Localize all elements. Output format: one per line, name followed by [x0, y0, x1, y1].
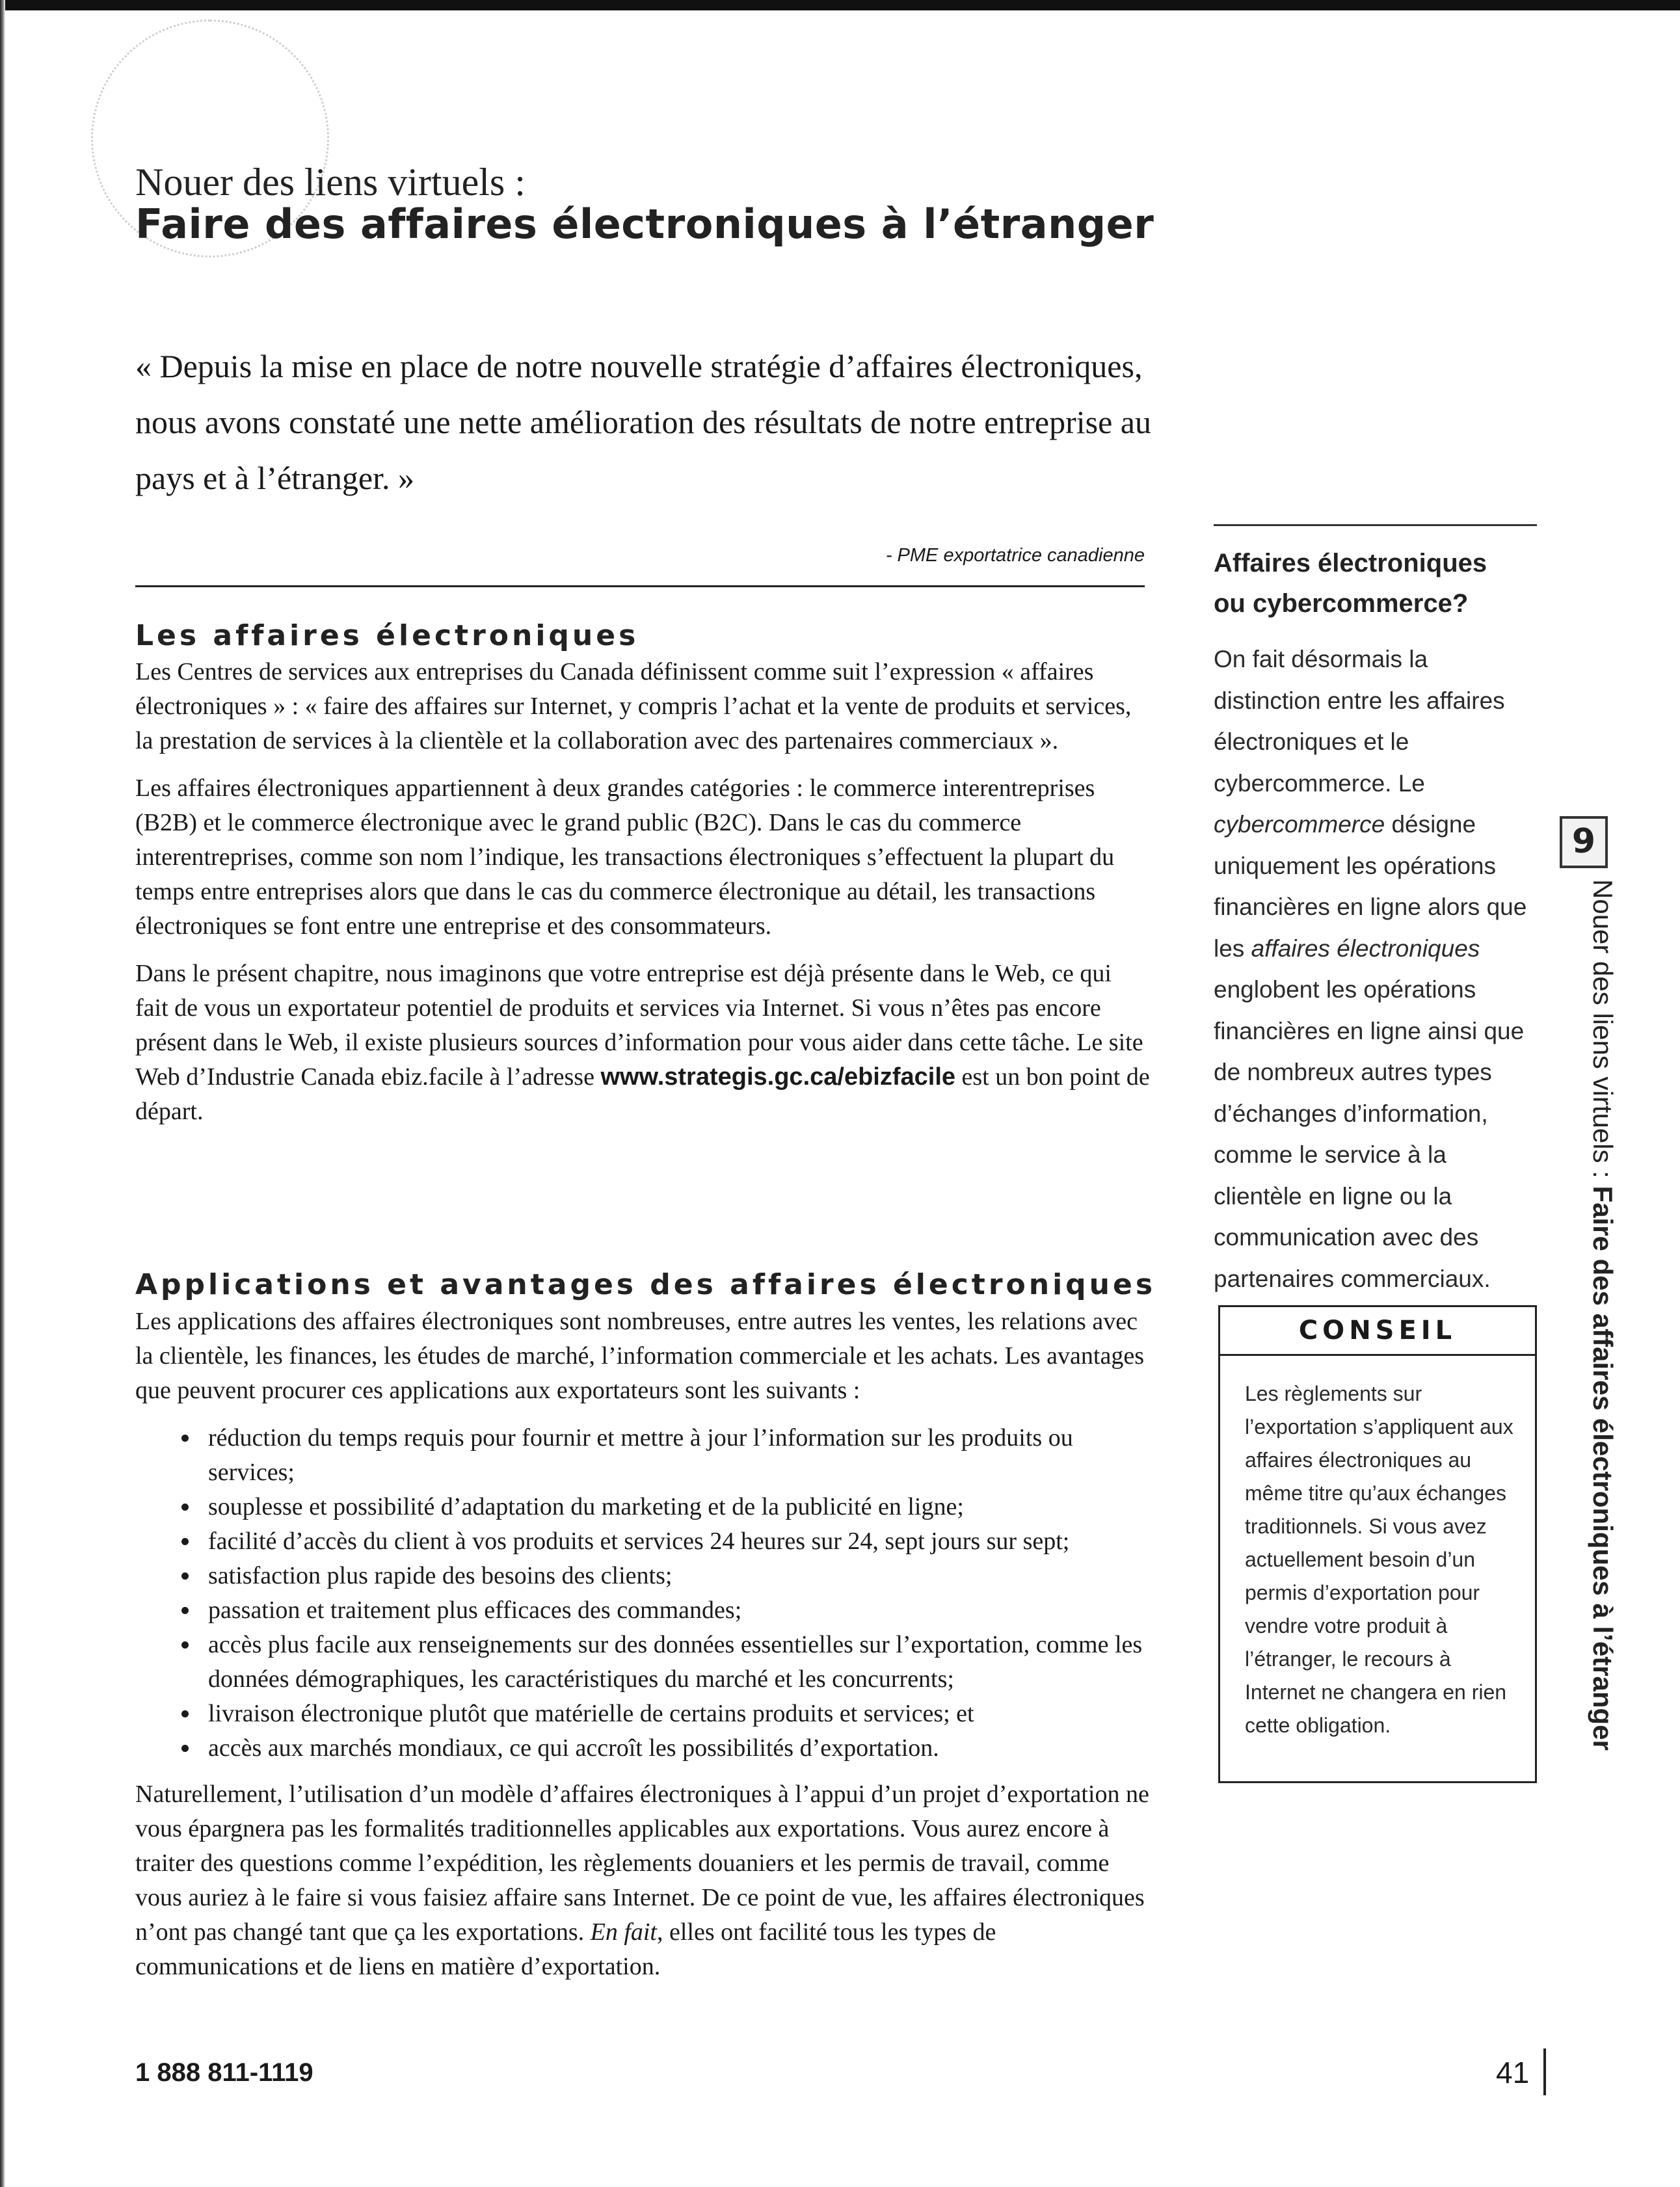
left-scan-edge — [0, 0, 5, 2187]
strategis-link[interactable]: www.strategis.gc.ca/ebizfacile — [600, 1063, 956, 1091]
section-heading-affaires: Les affaires électroniques — [135, 619, 639, 652]
divider — [135, 585, 1145, 587]
page-number-rule — [1543, 2048, 1546, 2095]
page-title-line1: Nouer des liens virtuels : — [135, 161, 526, 204]
paragraph: Les Centres de services aux entreprises du Canada définissent comme suit l’expression « affaires électroniques » : « faire des affaires sur Internet, y compris l’achat et la vente de produits et services, la prestation de services à la clientèle et la collaboration avec des partenaires commerciaux ». — [135, 658, 1132, 754]
paragraph-text: Naturellement, l’utilisation d’un modèle d’affaires électroniques à l’appui d’un projet d’exportation ne vous épargnera pas les formalités traditionnelles applicables aux exportations. Vous aurez encore à traiter des questions comme l’expédition, les règlements douaniers et les permis de travail, comme vous auriez à le faire si vous faisiez affaire sans Internet. De ce point de vue, les affaires électroniques n’ont pas changé tant que ça les exportations. — [135, 1781, 1149, 1946]
page-number: 41 — [1496, 2056, 1530, 2089]
page-title-line2: Faire des affaires électroniques à l’étranger — [135, 200, 1154, 248]
paragraph — [135, 957, 1150, 1129]
chapter-number: 9 — [1571, 822, 1596, 861]
sidebar-text-part: englobent les opérations financières en ligne ainsi que de nombreux autres types d’échanges d’information, comme le service à la clientèle en ligne ou la communication avec des partenaires commerciaux. — [1214, 976, 1525, 1292]
chapter-side-label-bold: Faire des affaires électroniques à l’étranger — [1588, 1186, 1618, 1751]
section-body-applications — [135, 1305, 1150, 1997]
paragraph — [135, 1777, 1150, 1984]
conseil-text: Les règlements sur l’exportation s’appliquent aux affaires électroniques au même titre qu’aux échanges traditionnels. Si vous avez actuellement besoin d’un permis d’exportation pour vendre votre produit à l’étranger, le recours à Internet ne changera en rien cette obligation. — [1245, 1382, 1513, 1737]
sidebar-text-part: désigne uniquement les opérations financières en ligne alors que les — [1214, 811, 1527, 962]
list-item: • satisfaction plus rapide des besoins des clients; — [200, 1559, 1150, 1593]
sidebar-divider — [1214, 524, 1537, 526]
list-item: • accès aux marchés mondiaux, ce qui accroît les possibilités d’exportation. — [200, 1731, 1150, 1766]
list-item: • accès plus facile aux renseignements sur des données essentielles sur l’exportation, comme les données démographiques, les caractéristiques du marché et les concurrents; — [200, 1628, 1150, 1697]
pull-quote: « Depuis la mise en place de notre nouvelle stratégie d’affaires électroniques, nous avons constaté une nette amélioration des résultats de notre entreprise au pays et à l’étranger. » — [135, 348, 1151, 496]
emphasis-text: En fait — [590, 1918, 657, 1946]
paragraph: Les applications des affaires électroniques sont nombreuses, entre autres les ventes, les relations avec la clientèle, les finances, les études de marché, l’information commerciale et les achats. Les avantages que peuvent procurer ces applications aux exportateurs sont les suivants : — [135, 1308, 1144, 1404]
sidebar-emphasis: cybercommerce — [1214, 811, 1385, 838]
chapter-side-label — [1587, 879, 1618, 1751]
quote-attribution: - PME exportatrice canadienne — [885, 545, 1145, 566]
paragraph-text: est un bon point de départ. — [135, 1063, 1150, 1125]
sidebar-emphasis: affaires électroniques — [1251, 934, 1480, 962]
list-item: • passation et traitement plus efficaces des commandes; — [200, 1593, 1150, 1628]
conseil-heading: CONSEIL — [1218, 1305, 1537, 1356]
paragraph-text: Dans le présent chapitre, nous imaginons que votre entreprise est déjà présente dans le Web, ce qui fait de vous un exportateur potentiel de produits et services via Internet. Si vous n’êtes pas encore présent dans le Web, il existe plusieurs sources d’information pour vous aider dans cette tâche. Le site Web d’Industrie Canada ebiz.facile à l’adresse — [135, 960, 1143, 1091]
sidebar-text-part: On fait désormais la distinction entre les affaires électroniques et le cybercommerce. Le — [1214, 646, 1505, 797]
top-scan-edge — [0, 0, 1680, 10]
list-item: • facilité d’accès du client à vos produits et services 24 heures sur 24, sept jours sur sept; — [200, 1524, 1150, 1559]
footer-phone: 1 888 811-1119 — [135, 2058, 313, 2087]
section-heading-applications: Applications et avantages des affaires électroniques — [135, 1268, 1156, 1301]
chapter-side-label-plain: Nouer des liens virtuels : — [1588, 879, 1618, 1186]
paragraph-text: , elles ont facilité tous les types de communications et de liens en matière d’exportation. — [135, 1918, 996, 1980]
list-item: • livraison électronique plutôt que matérielle de certains produits et services; et — [200, 1697, 1150, 1731]
benefits-list — [135, 1421, 1150, 1766]
list-item: • réduction du temps requis pour fournir et mettre à jour l’information sur les produits ou services; — [200, 1421, 1150, 1490]
sidebar-text — [1214, 639, 1532, 1299]
section-body-affaires — [135, 655, 1150, 1142]
sidebar-title: Affaires électroniques ou cybercommerce? — [1214, 549, 1487, 618]
paragraph: Les affaires électroniques appartiennent à deux grandes catégories : le commerce interentreprises (B2B) et le commerce électronique avec le grand public (B2C). Dans le cas du commerce interentreprises, comme son nom l’indique, les transactions électroniques s’effectuent la plupart du temps entre entreprises alors que dans le cas du commerce électronique au détail, les transactions électroniques se font entre une entreprise et des consommateurs. — [135, 775, 1115, 940]
list-item: • souplesse et possibilité d’adaptation du marketing et de la publicité en ligne; — [200, 1490, 1150, 1524]
